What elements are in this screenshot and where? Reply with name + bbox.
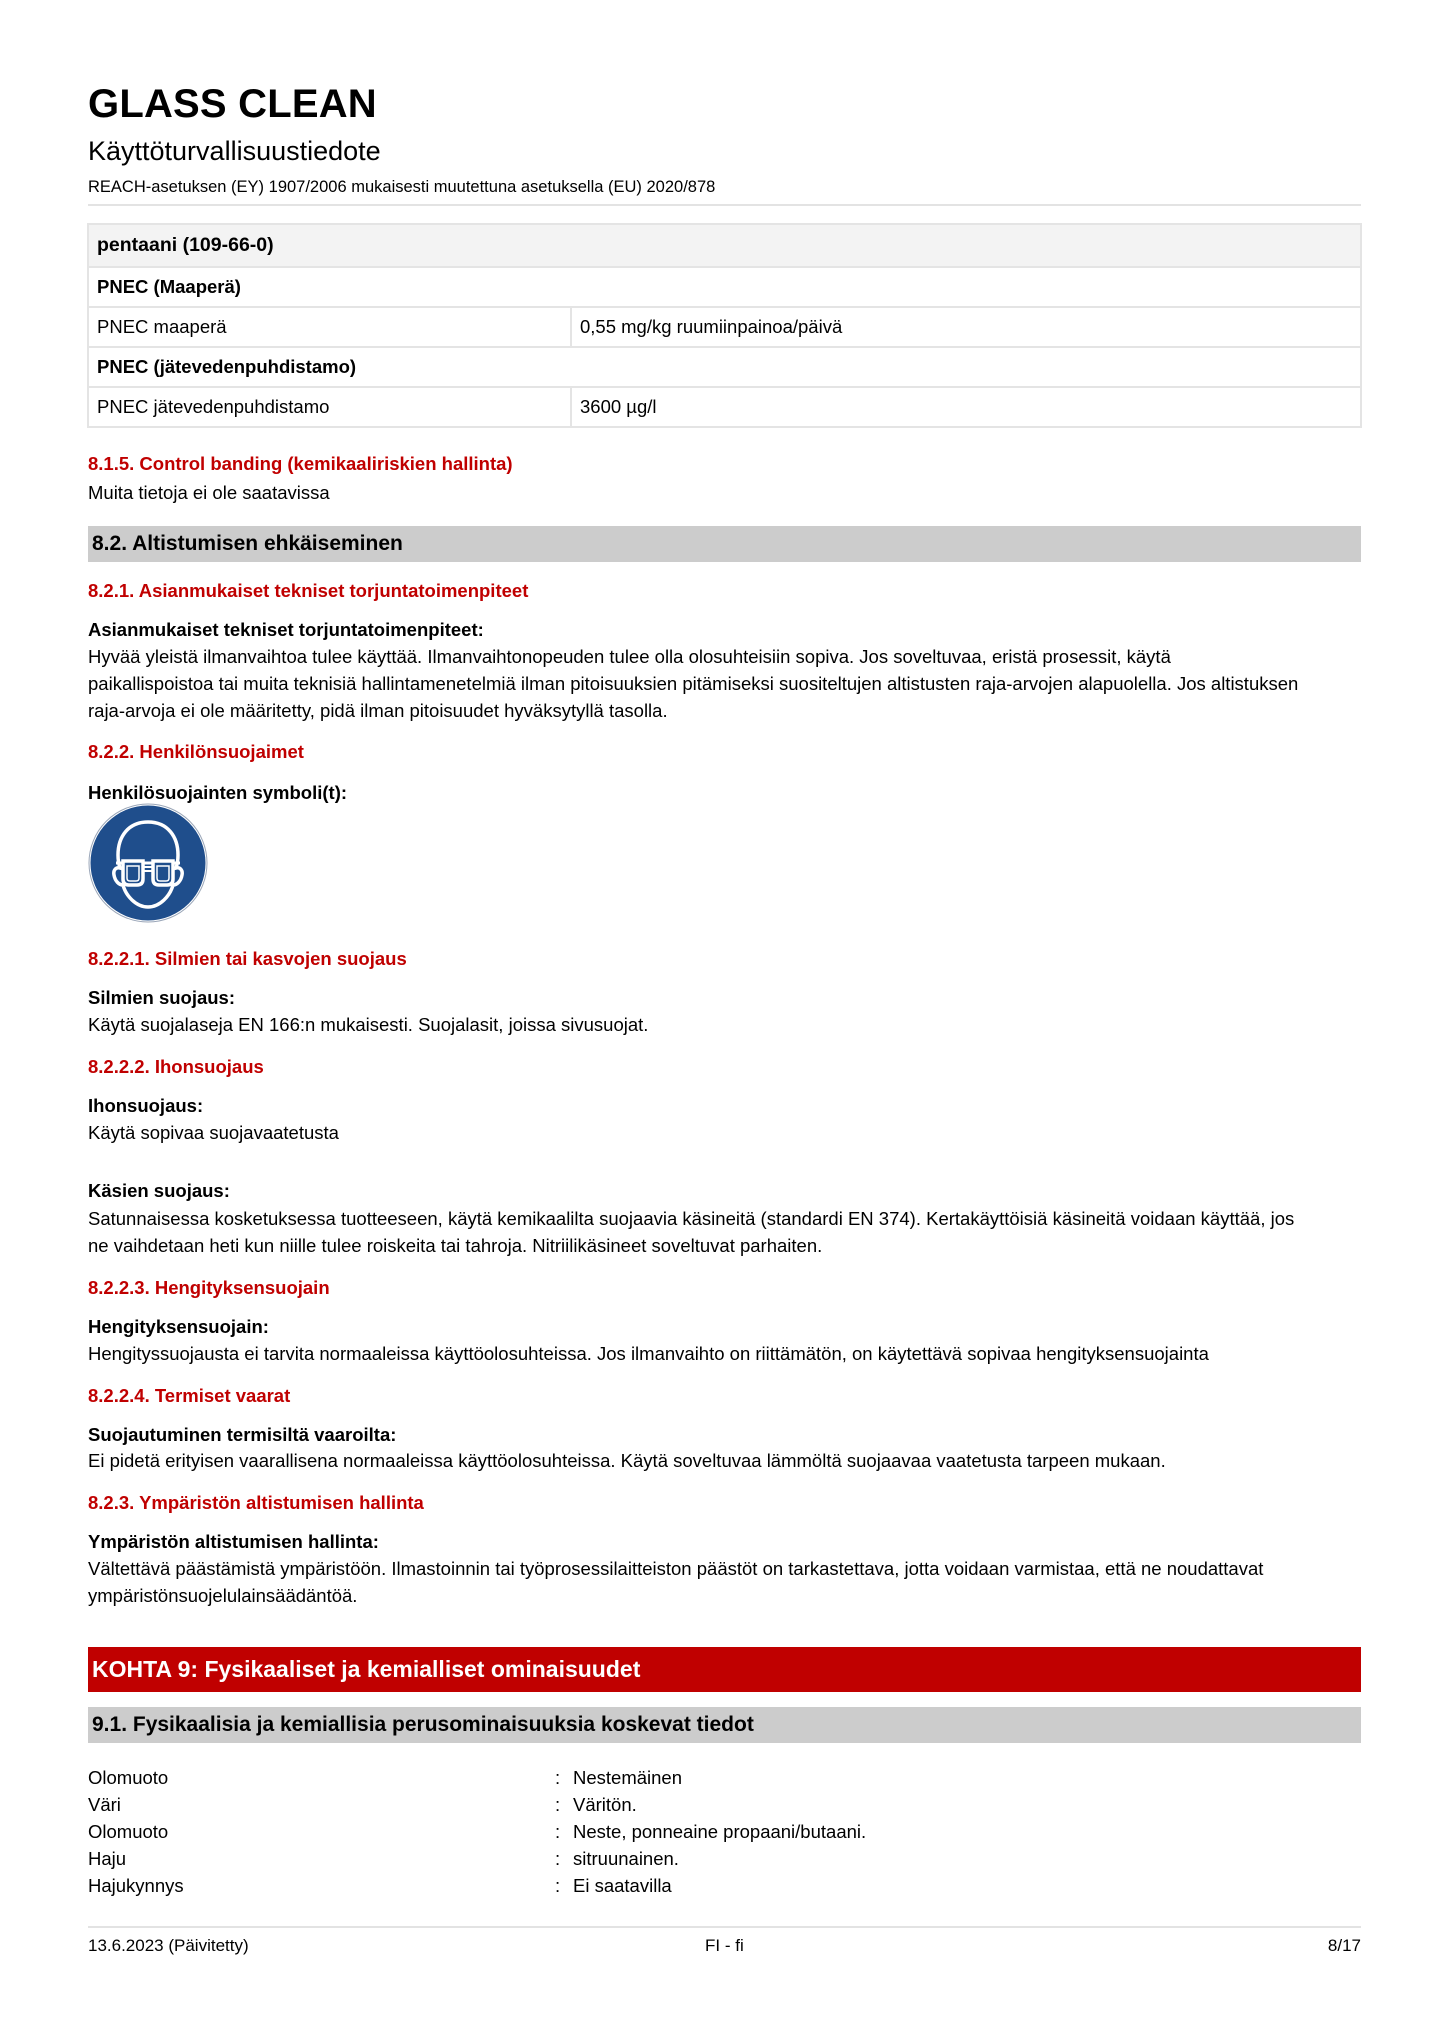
text-8-1-5: Muita tietoja ei ole saatavissa (88, 482, 330, 503)
header-divider (88, 204, 1361, 206)
subsection-bar-8-2: 8.2. Altistumisen ehkäiseminen (88, 526, 1361, 562)
paragraph-line: raja-arvoja ei ole määritetty, pidä ilman pitoisuudet hyväksytyllä tasolla. (88, 700, 668, 721)
substance-name: pentaani (109-66-0) (88, 224, 1361, 267)
heading-8-2-2: 8.2.2. Henkilönsuojaimet (88, 741, 304, 762)
paragraph-line: paikallispoistoa tai muita teknisiä hallintamenetelmiä ilman pitoisuuksien pitämiseksi suositeltujen altistusten raja-arvojen alapuolella. Jos altistuksen (88, 673, 1299, 694)
paragraph-environmental-exposure (88, 1555, 1363, 1609)
label-respiratory-protection: Hengityksensuojain: (88, 1316, 269, 1337)
property-value: Neste, ponneaine propaani/butaani. (573, 1821, 867, 1842)
property-separator: : (555, 1821, 561, 1842)
label-eye-protection: Silmien suojaus: (88, 987, 236, 1008)
heading-8-2-2-2: 8.2.2.2. Ihonsuojaus (88, 1056, 264, 1077)
footer-page-number: 8/17 (1327, 1936, 1361, 1955)
document-type: Käyttöturvallisuustiedote (88, 136, 381, 166)
property-value: Väritön. (573, 1794, 637, 1815)
text-skin-protection: Käytä sopivaa suojavaatetusta (88, 1122, 339, 1143)
footer-language: FI - fi (705, 1936, 744, 1955)
heading-8-2-2-4: 8.2.2.4. Termiset vaarat (88, 1385, 291, 1406)
heading-8-2-1: 8.2.1. Asianmukaiset tekniset torjuntatoimenpiteet (88, 580, 529, 601)
row-value: 3600 µg/l (571, 387, 1361, 427)
text-respiratory-protection: Hengityssuojausta ei tarvita normaaleissa käyttöolosuhteissa. Jos ilmanvaihto on riittämätön, on käytettävä sopivaa hengityksensuojainta (88, 1343, 1209, 1364)
subsection-bar-9-1: 9.1. Fysikaalisia ja kemiallisia perusominaisuuksia koskevat tiedot (88, 1707, 1361, 1743)
row-label: PNEC maaperä (88, 307, 571, 347)
table-header-row (88, 224, 1361, 267)
property-key: Haju (88, 1848, 127, 1869)
row-label: PNEC jätevedenpuhdistamo (88, 387, 571, 427)
text-thermal-hazards: Ei pidetä erityisen vaarallisena normaaleissa käyttöolosuhteissa. Käytä soveltuvaa lämmöltä suojaavaa vaatetusta tarpeen mukaan. (88, 1450, 1166, 1471)
paragraph-line: Satunnaisessa kosketuksessa tuotteeseen, käytä kemikaalilta suojaavia käsineitä (standardi EN 374). Kertakäyttöisiä käsineitä voidaan käyttää, jos (88, 1208, 1295, 1229)
heading-8-1-5: 8.1.5. Control banding (kemikaaliriskien hallinta) (88, 453, 513, 474)
paragraph-hand-protection (88, 1205, 1363, 1259)
table-group-row (88, 347, 1361, 387)
paragraph-line: ympäristönsuojelulainsäädäntöä. (88, 1585, 358, 1606)
group-heading: PNEC (Maaperä) (88, 267, 1361, 307)
property-separator: : (555, 1875, 561, 1896)
property-key: Olomuoto (88, 1767, 169, 1788)
text-eye-protection: Käytä suojalaseja EN 166:n mukaisesti. Suojalasit, joissa sivusuojat. (88, 1014, 649, 1035)
label-skin-protection: Ihonsuojaus: (88, 1095, 204, 1116)
product-title: GLASS CLEAN (88, 82, 377, 126)
heading-8-2-3: 8.2.3. Ympäristön altistumisen hallinta (88, 1492, 424, 1513)
paragraph-8-2-1 (88, 643, 1363, 724)
section-bar-9: KOHTA 9: Fysikaaliset ja kemialliset ominaisuudet (88, 1647, 1361, 1692)
property-separator: : (555, 1848, 561, 1869)
paragraph-line: Vältettävä päästämistä ympäristöön. Ilmastoinnin tai työprosessilaitteiston päästöt on tarkastettava, jotta voidaan varmistaa, että ne noudattavat (88, 1558, 1264, 1579)
label-thermal-hazards: Suojautuminen termisiltä vaaroilta: (88, 1424, 397, 1445)
paragraph-line: ne vaihdetaan heti kun niille tulee roiskeita tai tahroja. Nitriilikäsineet soveltuvat parhaiten. (88, 1235, 823, 1256)
property-value: Nestemäinen (573, 1767, 683, 1788)
label-8-2-1: Asianmukaiset tekniset torjuntatoimenpiteet: (88, 619, 484, 640)
table-row (88, 387, 1361, 427)
table-row (88, 307, 1361, 347)
paragraph-line: Hyvää yleistä ilmanvaihtoa tulee käyttää. Ilmanvaihtonopeuden tulee olla olosuhteisiin sopiva. Jos soveltuvaa, eristä prosessit, käytä (88, 646, 1171, 667)
property-key: Hajukynnys (88, 1875, 184, 1896)
property-key: Väri (88, 1794, 121, 1815)
pnec-table (87, 223, 1362, 428)
group-heading: PNEC (jätevedenpuhdistamo) (88, 347, 1361, 387)
footer-divider (88, 1926, 1361, 1928)
property-value: sitruunainen. (573, 1848, 679, 1869)
heading-8-2-2-3: 8.2.2.3. Hengityksensuojain (88, 1277, 330, 1298)
label-hand-protection: Käsien suojaus: (88, 1180, 230, 1201)
footer-date: 13.6.2023 (Päivitetty) (88, 1936, 249, 1955)
regulation-reference: REACH-asetuksen (EY) 1907/2006 mukaisesti muutettuna asetuksella (EU) 2020/878 (88, 178, 716, 196)
table-group-row (88, 267, 1361, 307)
property-separator: : (555, 1767, 561, 1788)
row-value: 0,55 mg/kg ruumiinpainoa/päivä (571, 307, 1361, 347)
heading-8-2-2-1: 8.2.2.1. Silmien tai kasvojen suojaus (88, 948, 407, 969)
label-environmental-exposure: Ympäristön altistumisen hallinta: (88, 1531, 379, 1552)
property-key: Olomuoto (88, 1821, 169, 1842)
symbols-label: Henkilösuojainten symboli(t): (88, 782, 348, 803)
eye-protection-goggles-icon (88, 803, 208, 923)
property-value: Ei saatavilla (573, 1875, 672, 1896)
property-separator: : (555, 1794, 561, 1815)
